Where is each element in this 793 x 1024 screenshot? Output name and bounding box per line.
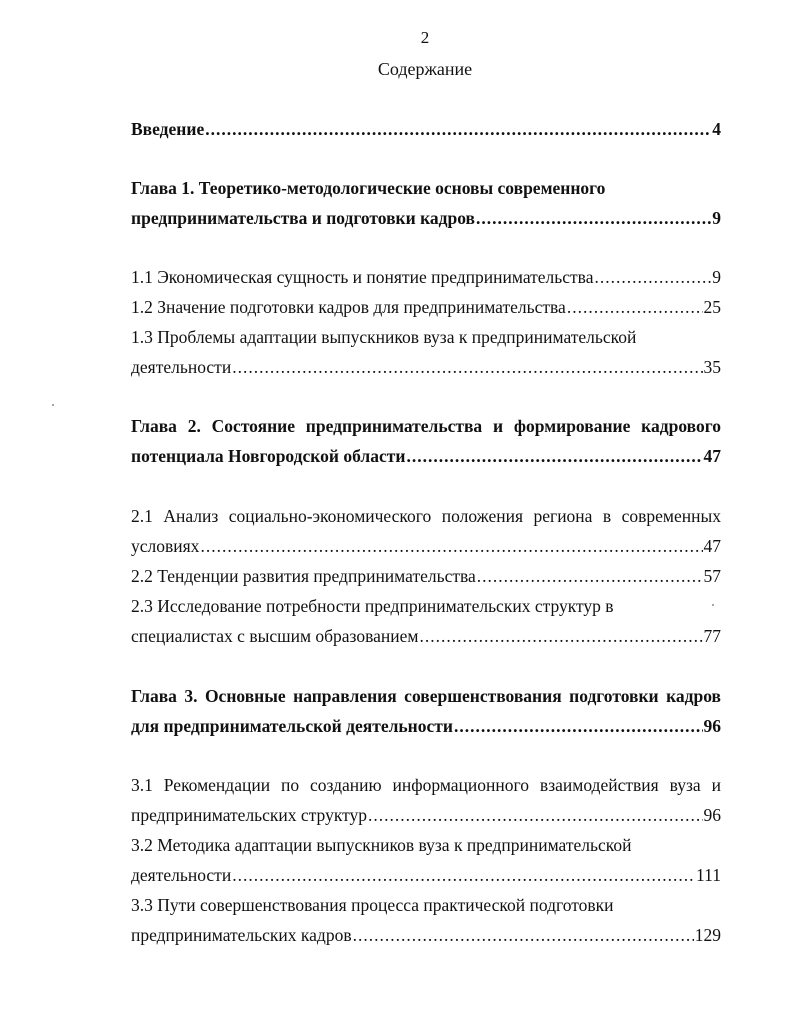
toc-entry-text: 2.2 Тенденции развития предпринимательства [131,566,476,586]
dot-leader [476,207,711,229]
toc-entry-text: предпринимательских кадров [131,925,352,945]
dot-leader [205,118,711,140]
toc-entry-text: специалистах с высшим образованием [131,626,419,646]
toc-section-3-3-line-1[interactable]: 3.3 Пути совершенствования процесса практической подготовки [131,895,614,915]
toc-section-1-2[interactable] [131,296,721,318]
toc-chapter-3-line-1[interactable]: Глава 3. Основные направления совершенствования подготовки кадров [131,686,721,706]
toc-title: Содержание [377,59,473,79]
scan-speck [712,604,714,606]
toc-section-3-1[interactable] [131,804,721,826]
toc-section-2-3-line-1[interactable]: 2.3 Исследование потребности предпринимательских структур в [131,596,614,616]
toc-section-2-2[interactable] [131,565,721,587]
toc-entry-text: деятельности [131,865,232,885]
dot-leader [200,535,702,557]
toc-section-2-1[interactable] [131,535,721,557]
dot-leader [454,715,703,737]
toc-entry-page: 47 [703,446,721,466]
toc-entry-text: потенциала Новгородской области [131,446,406,466]
toc-section-3-1-line-1[interactable]: 3.1 Рекомендации по созданию информационного взаимодействия вуза и [131,775,721,795]
toc-section-3-3[interactable] [131,924,721,946]
dot-leader [420,625,703,647]
toc-chapter-2-line-1[interactable]: Глава 2. Состояние предпринимательства и формирование кадрового [131,416,721,436]
dot-leader [567,296,703,318]
toc-entry-page: 9 [712,267,721,287]
toc-chapter-2[interactable] [131,445,721,467]
toc-chapter-1-line-1[interactable]: Глава 1. Теоретико-методологические основы современного [131,178,606,198]
toc-entry-text: 1.1 Экономическая сущность и понятие предпринимательства [131,267,594,287]
dot-leader [477,565,703,587]
toc-section-2-1-line-1[interactable]: 2.1 Анализ социально-экономического положения региона в современных [131,506,721,526]
toc-entry-text: Введение [131,119,205,139]
toc-entry-page: 47 [703,536,721,556]
toc-entry-text: 1.2 Значение подготовки кадров для предпринимательства [131,297,566,317]
toc-chapter-1[interactable] [131,207,721,229]
toc-entry-text: для предпринимательской деятельности [131,716,453,736]
toc-entry-text: предпринимательских структур [131,805,368,825]
toc-entry-page: 4 [712,119,721,139]
dot-leader [594,266,711,288]
dot-leader [368,804,702,826]
dot-leader [232,356,702,378]
toc-chapter-3[interactable] [131,715,721,737]
toc-entry-page: 96 [703,805,721,825]
toc-entry-page: 9 [712,208,721,228]
toc-entry-page: 57 [703,566,721,586]
toc-entry-page: 96 [703,716,721,736]
toc-section-3-2-line-1[interactable]: 3.2 Методика адаптации выпускников вуза к предпринимательской [131,835,632,855]
toc-entry-page: 129 [694,925,721,945]
scan-speck [52,404,54,406]
toc-section-3-2[interactable] [131,864,721,886]
toc-entry-page: 35 [703,357,721,377]
toc-section-1-3[interactable] [131,356,721,378]
toc-entry-text: условиях [131,536,200,556]
toc-entry-text: предпринимательства и подготовки кадров [131,208,476,228]
page-number: 2 [420,28,430,47]
toc-entry-page: 111 [696,865,721,885]
dot-leader [353,924,694,946]
toc-entry-intro[interactable] [131,118,721,140]
toc-section-2-3[interactable] [131,625,721,647]
toc-entry-page: 25 [703,297,721,317]
toc-entry-text: деятельности [131,357,232,377]
toc-section-1-3-line-1[interactable]: 1.3 Проблемы адаптации выпускников вуза к предпринимательской [131,327,637,347]
toc-section-1-1[interactable] [131,266,721,288]
dot-leader [232,864,695,886]
dot-leader [406,445,702,467]
toc-entry-page: 77 [703,626,721,646]
